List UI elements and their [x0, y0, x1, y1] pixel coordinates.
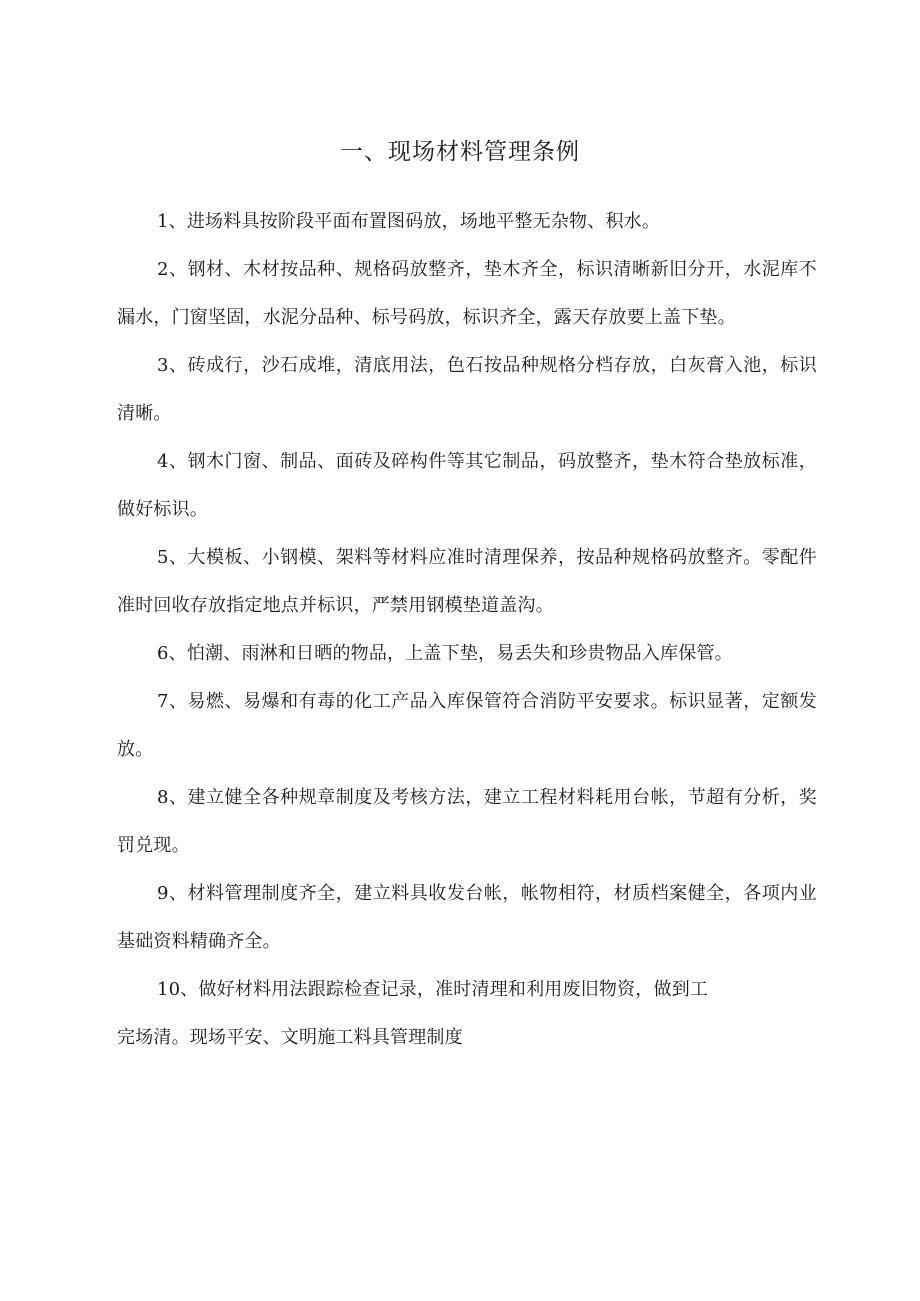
document-title: 一、现场材料管理条例 [340, 139, 580, 165]
paragraph-3: 3、砖成行，沙石成堆，清底用法，色石按品种规格分档存放，白灰膏入池，标识清晰。 [117, 355, 817, 424]
paragraph-1: 1、进场料具按阶段平面布置图码放，场地平整无杂物、积水。 [157, 211, 661, 232]
paragraph-6: 6、怕潮、雨淋和日晒的物品，上盖下垫，易丢失和珍贵物品入库保管。 [157, 643, 733, 664]
document-body [117, 198, 817, 1062]
paragraph-4: 4、钢木门窗、制品、面砖及碎构件等其它制品，码放整齐，垫木符合垫放标准，做好标识。 [117, 451, 817, 520]
paragraph-7: 7、易燃、易爆和有毒的化工产品入库保管符合消防平安要求。标识显著，定额发放。 [117, 691, 817, 760]
paragraph-9: 9、材料管理制度齐全，建立料具收发台帐，帐物相符，材质档案健全，各项内业基础资料精确齐全。 [117, 883, 817, 952]
paragraph-10: 10、做好材料用法跟踪检查记录，准时清理和利用废旧物资，做到工 [157, 979, 709, 1000]
paragraph-10-tail: 完场清。现场平安、文明施工料具管理制度 [117, 1027, 463, 1048]
paragraph-2: 2、钢材、木材按品种、规格码放整齐，垫木齐全，标识清晰新旧分开，水泥库不漏水，门窗坚固，水泥分品种、标号码放，标识齐全，露天存放要上盖下垫。 [117, 259, 817, 328]
paragraph-8: 8、建立健全各种规章制度及考核方法，建立工程材料耗用台帐，节超有分析，奖罚兑现。 [117, 787, 817, 856]
paragraph-5: 5、大模板、小钢模、架料等材料应准时清理保养，按品种规格码放整齐。零配件准时回收存放指定地点并标识，严禁用钢模垫道盖沟。 [117, 547, 817, 616]
